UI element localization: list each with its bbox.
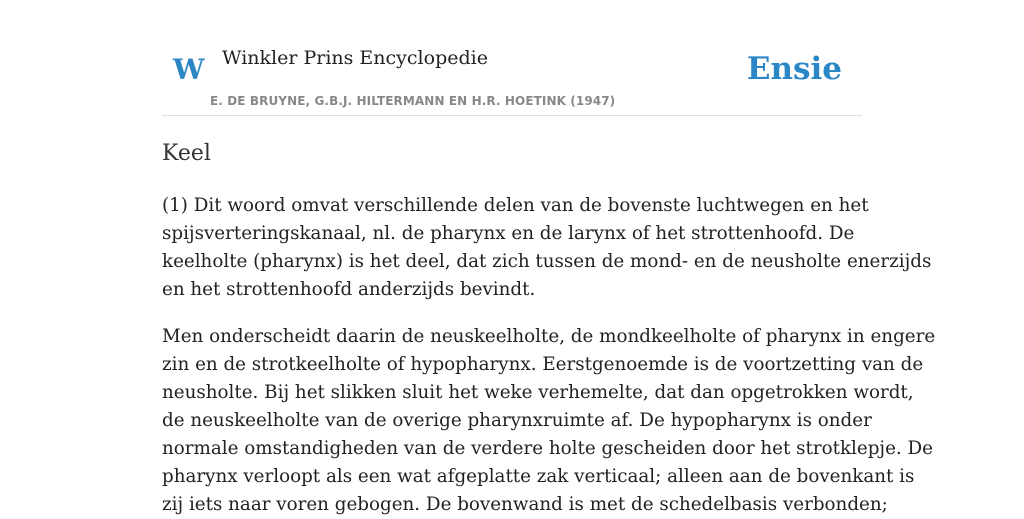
paragraph-line: spijsverteringskanaal, nl. de pharynx en de larynx of het strottenhoofd. De (162, 223, 855, 244)
article-paragraph-2 (162, 323, 936, 519)
book-header (162, 0, 862, 116)
book-authors: E. DE BRUYNE, G.B.J. HILTERMANN EN H.R. HOETINK (1947) (210, 94, 616, 108)
paragraph-line: pharynx verloopt als een wat afgeplatte zak verticaal; alleen aan de bovenkant is (162, 466, 915, 487)
paragraph-line: (1) Dit woord omvat verschillende delen van de bovenste luchtwegen en het (162, 195, 869, 216)
paragraph-line: neusholte. Bij het slikken sluit het weke verhemelte, dat dan opgetrokken wordt, (162, 382, 914, 403)
article-paragraph-1 (162, 192, 932, 304)
article-title: Keel (162, 141, 211, 166)
paragraph-line: normale omstandigheden van de verdere holte gescheiden door het strotklepje. De (162, 438, 933, 459)
paragraph-line: de neuskeelholte van de overige pharynxruimte af. De hypopharynx is onder (162, 410, 872, 431)
ensie-logo[interactable]: Ensie (746, 51, 842, 87)
book-title[interactable]: Winkler Prins Encyclopedie (222, 47, 488, 69)
paragraph-line: en het strottenhoofd anderzijds bevindt. (162, 279, 536, 300)
paragraph-line: zin en de strotkeelholte of hypopharynx. Eerstgenoemde is de voortzetting van de (162, 354, 924, 375)
paragraph-line: keelholte (pharynx) is het deel, dat zich tussen de mond- en de neusholte enerzijds (162, 251, 932, 272)
book-logo[interactable]: W (173, 53, 205, 86)
paragraph-line: zij iets naar voren gebogen. De bovenwand is met de schedelbasis verbonden; (162, 494, 888, 515)
page-container (162, 0, 936, 515)
paragraph-line: Men onderscheidt daarin de neuskeelholte, de mondkeelholte of pharynx in engere (162, 326, 936, 347)
